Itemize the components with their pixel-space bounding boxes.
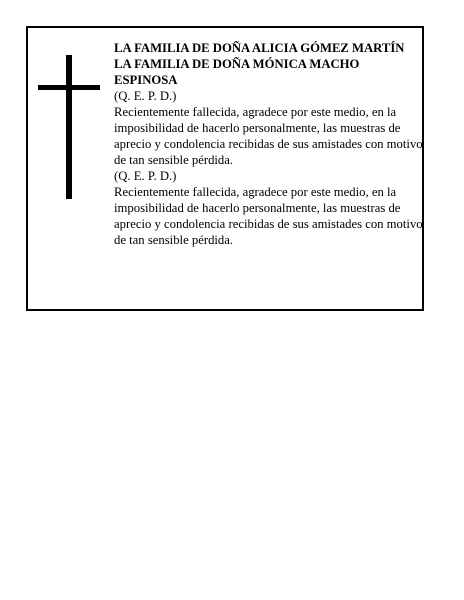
condolence-notice xyxy=(26,26,424,311)
cross-icon xyxy=(38,55,100,199)
notice-message: Recientemente fallecida, agradece por este medio, en la imposibilidad de hacerlo personalmente, las muestras de aprecio y condolencia recibidas de sus amistades con motivo de tan sensible pérdida. xyxy=(114,105,423,167)
notice-message: Recientemente fallecida, agradece por este medio, en la imposibilidad de hacerlo personalmente, las muestras de aprecio y condolencia recibidas de sus amistades con motivo de tan sensible pérdida. xyxy=(114,185,423,247)
rip-line: (Q. E. P. D.) xyxy=(114,169,177,183)
cross-vertical-bar xyxy=(66,55,72,199)
notice-text xyxy=(114,40,424,248)
cross-horizontal-bar xyxy=(38,85,100,90)
notice-heading: LA FAMILIA DE DOÑA ALICIA GÓMEZ MARTÍN LA FAMILIA DE DOÑA MÓNICA MACHO ESPINOSA xyxy=(114,41,405,87)
rip-line: (Q. E. P. D.) xyxy=(114,89,177,103)
